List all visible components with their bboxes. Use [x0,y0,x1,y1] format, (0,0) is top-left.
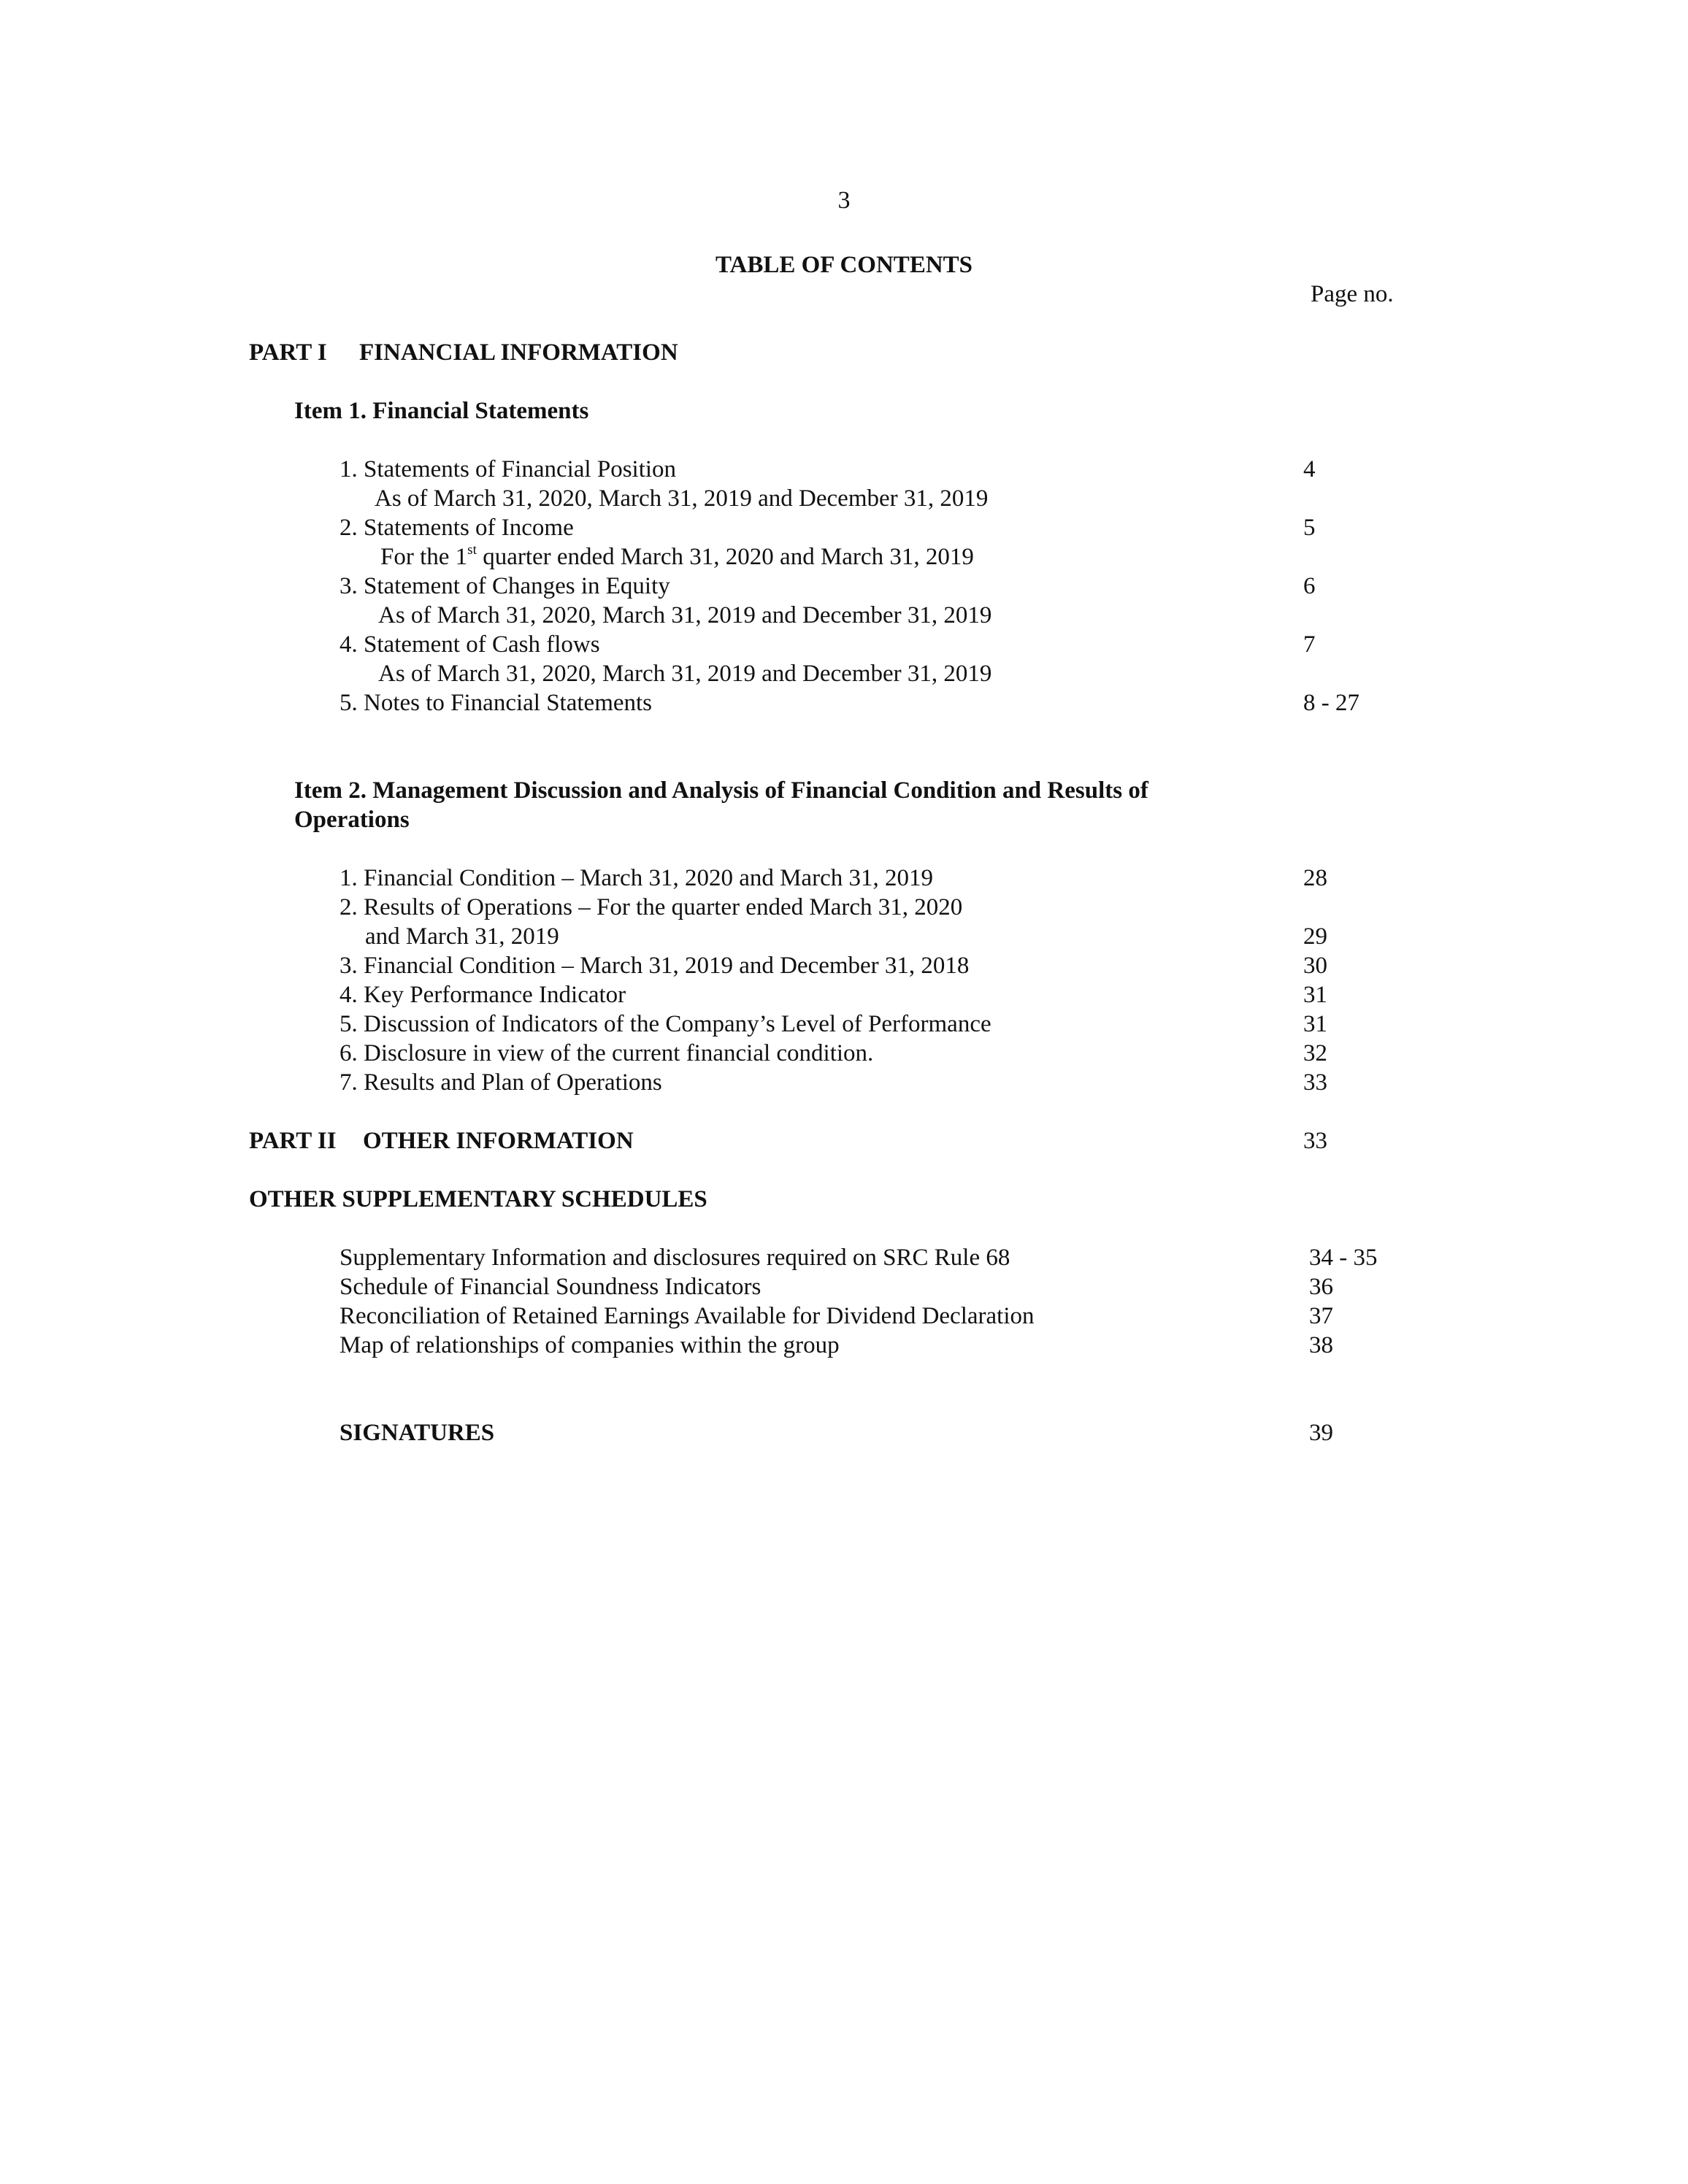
toc-entry-page: 32 [1303,1040,1327,1066]
toc-entry-page: 7 [1303,631,1316,658]
toc-entry-page: 5 [1303,515,1316,541]
part1-title: FINANCIAL INFORMATION [359,339,678,366]
page-number: 3 [837,187,851,214]
toc-entry-page: 36 [1309,1274,1333,1300]
toc-entry-label: 3. Statement of Changes in Equity [339,573,670,599]
toc-entry-page: 4 [1303,456,1316,482]
part2-title: OTHER INFORMATION [363,1128,634,1154]
toc-title: TABLE OF CONTENTS [715,252,973,278]
toc-entry-label: Map of relationships of companies within the group [339,1332,840,1358]
toc-entry-label: 4. Key Performance Indicator [339,982,626,1008]
toc-entry-page: 38 [1309,1332,1333,1358]
toc-entry-label: 5. Notes to Financial Statements [339,690,653,716]
part1-label: PART I [249,339,327,366]
item2-heading: Item 2. Management Discussion and Analysis of Financial Condition and Results of [294,777,1148,804]
toc-entry-sub [380,542,974,572]
toc-entry-label: 5. Discussion of Indicators of the Company’s Level of Performance [339,1011,991,1037]
toc-entry-sub: As of March 31, 2020, March 31, 2019 and December 31, 2019 [375,485,989,512]
toc-entry-label: 4. Statement of Cash flows [339,631,600,658]
toc-entry-label: Supplementary Information and disclosures required on SRC Rule 68 [339,1245,1010,1271]
toc-entry-sub: and March 31, 2019 [365,923,559,950]
signatures-label: SIGNATURES [339,1420,495,1446]
toc-entry-label: 1. Financial Condition – March 31, 2020 and March 31, 2019 [339,865,933,891]
toc-entry-label: Reconciliation of Retained Earnings Available for Dividend Declaration [339,1303,1035,1329]
toc-entry-page: 37 [1309,1303,1333,1329]
toc-entry-page: 39 [1309,1420,1333,1446]
supplementary-heading: OTHER SUPPLEMENTARY SCHEDULES [249,1186,707,1212]
toc-entry-page: 34 - 35 [1309,1245,1378,1271]
toc-entry-page: 29 [1303,923,1327,950]
toc-entry-page: 31 [1303,982,1327,1008]
toc-entry-label: 3. Financial Condition – March 31, 2019 and December 31, 2018 [339,953,970,979]
toc-entry-label: Schedule of Financial Soundness Indicators [339,1274,761,1300]
page-no-header: Page no. [1311,281,1394,307]
toc-entry-label: 2. Statements of Income [339,515,574,541]
part2-label: PART II [249,1128,337,1154]
toc-entry-sub: As of March 31, 2020, March 31, 2019 and December 31, 2019 [378,661,992,687]
toc-entry-page: 6 [1303,573,1316,599]
toc-entry-page: 31 [1303,1011,1327,1037]
ordinal-suffix: st [467,542,477,558]
item2-heading-continued: Operations [294,807,410,833]
toc-entry-page: 30 [1303,953,1327,979]
toc-entry-page: 33 [1303,1069,1327,1096]
toc-entry-label: 2. Results of Operations – For the quarter ended March 31, 2020 [339,894,963,920]
toc-entry-sub-post: quarter ended March 31, 2020 and March 31, 2019 [476,544,974,570]
toc-entry-page: 8 - 27 [1303,690,1359,716]
toc-entry-page: 33 [1303,1128,1327,1154]
toc-entry-label: 6. Disclosure in view of the current financial condition. [339,1040,874,1066]
toc-entry-label: 7. Results and Plan of Operations [339,1069,662,1096]
toc-entry-sub: As of March 31, 2020, March 31, 2019 and December 31, 2019 [378,602,992,628]
toc-entry-page: 28 [1303,865,1327,891]
toc-entry-label: 1. Statements of Financial Position [339,456,677,482]
item1-heading: Item 1. Financial Statements [294,398,589,424]
toc-entry-sub-pre: For the 1 [380,544,468,570]
